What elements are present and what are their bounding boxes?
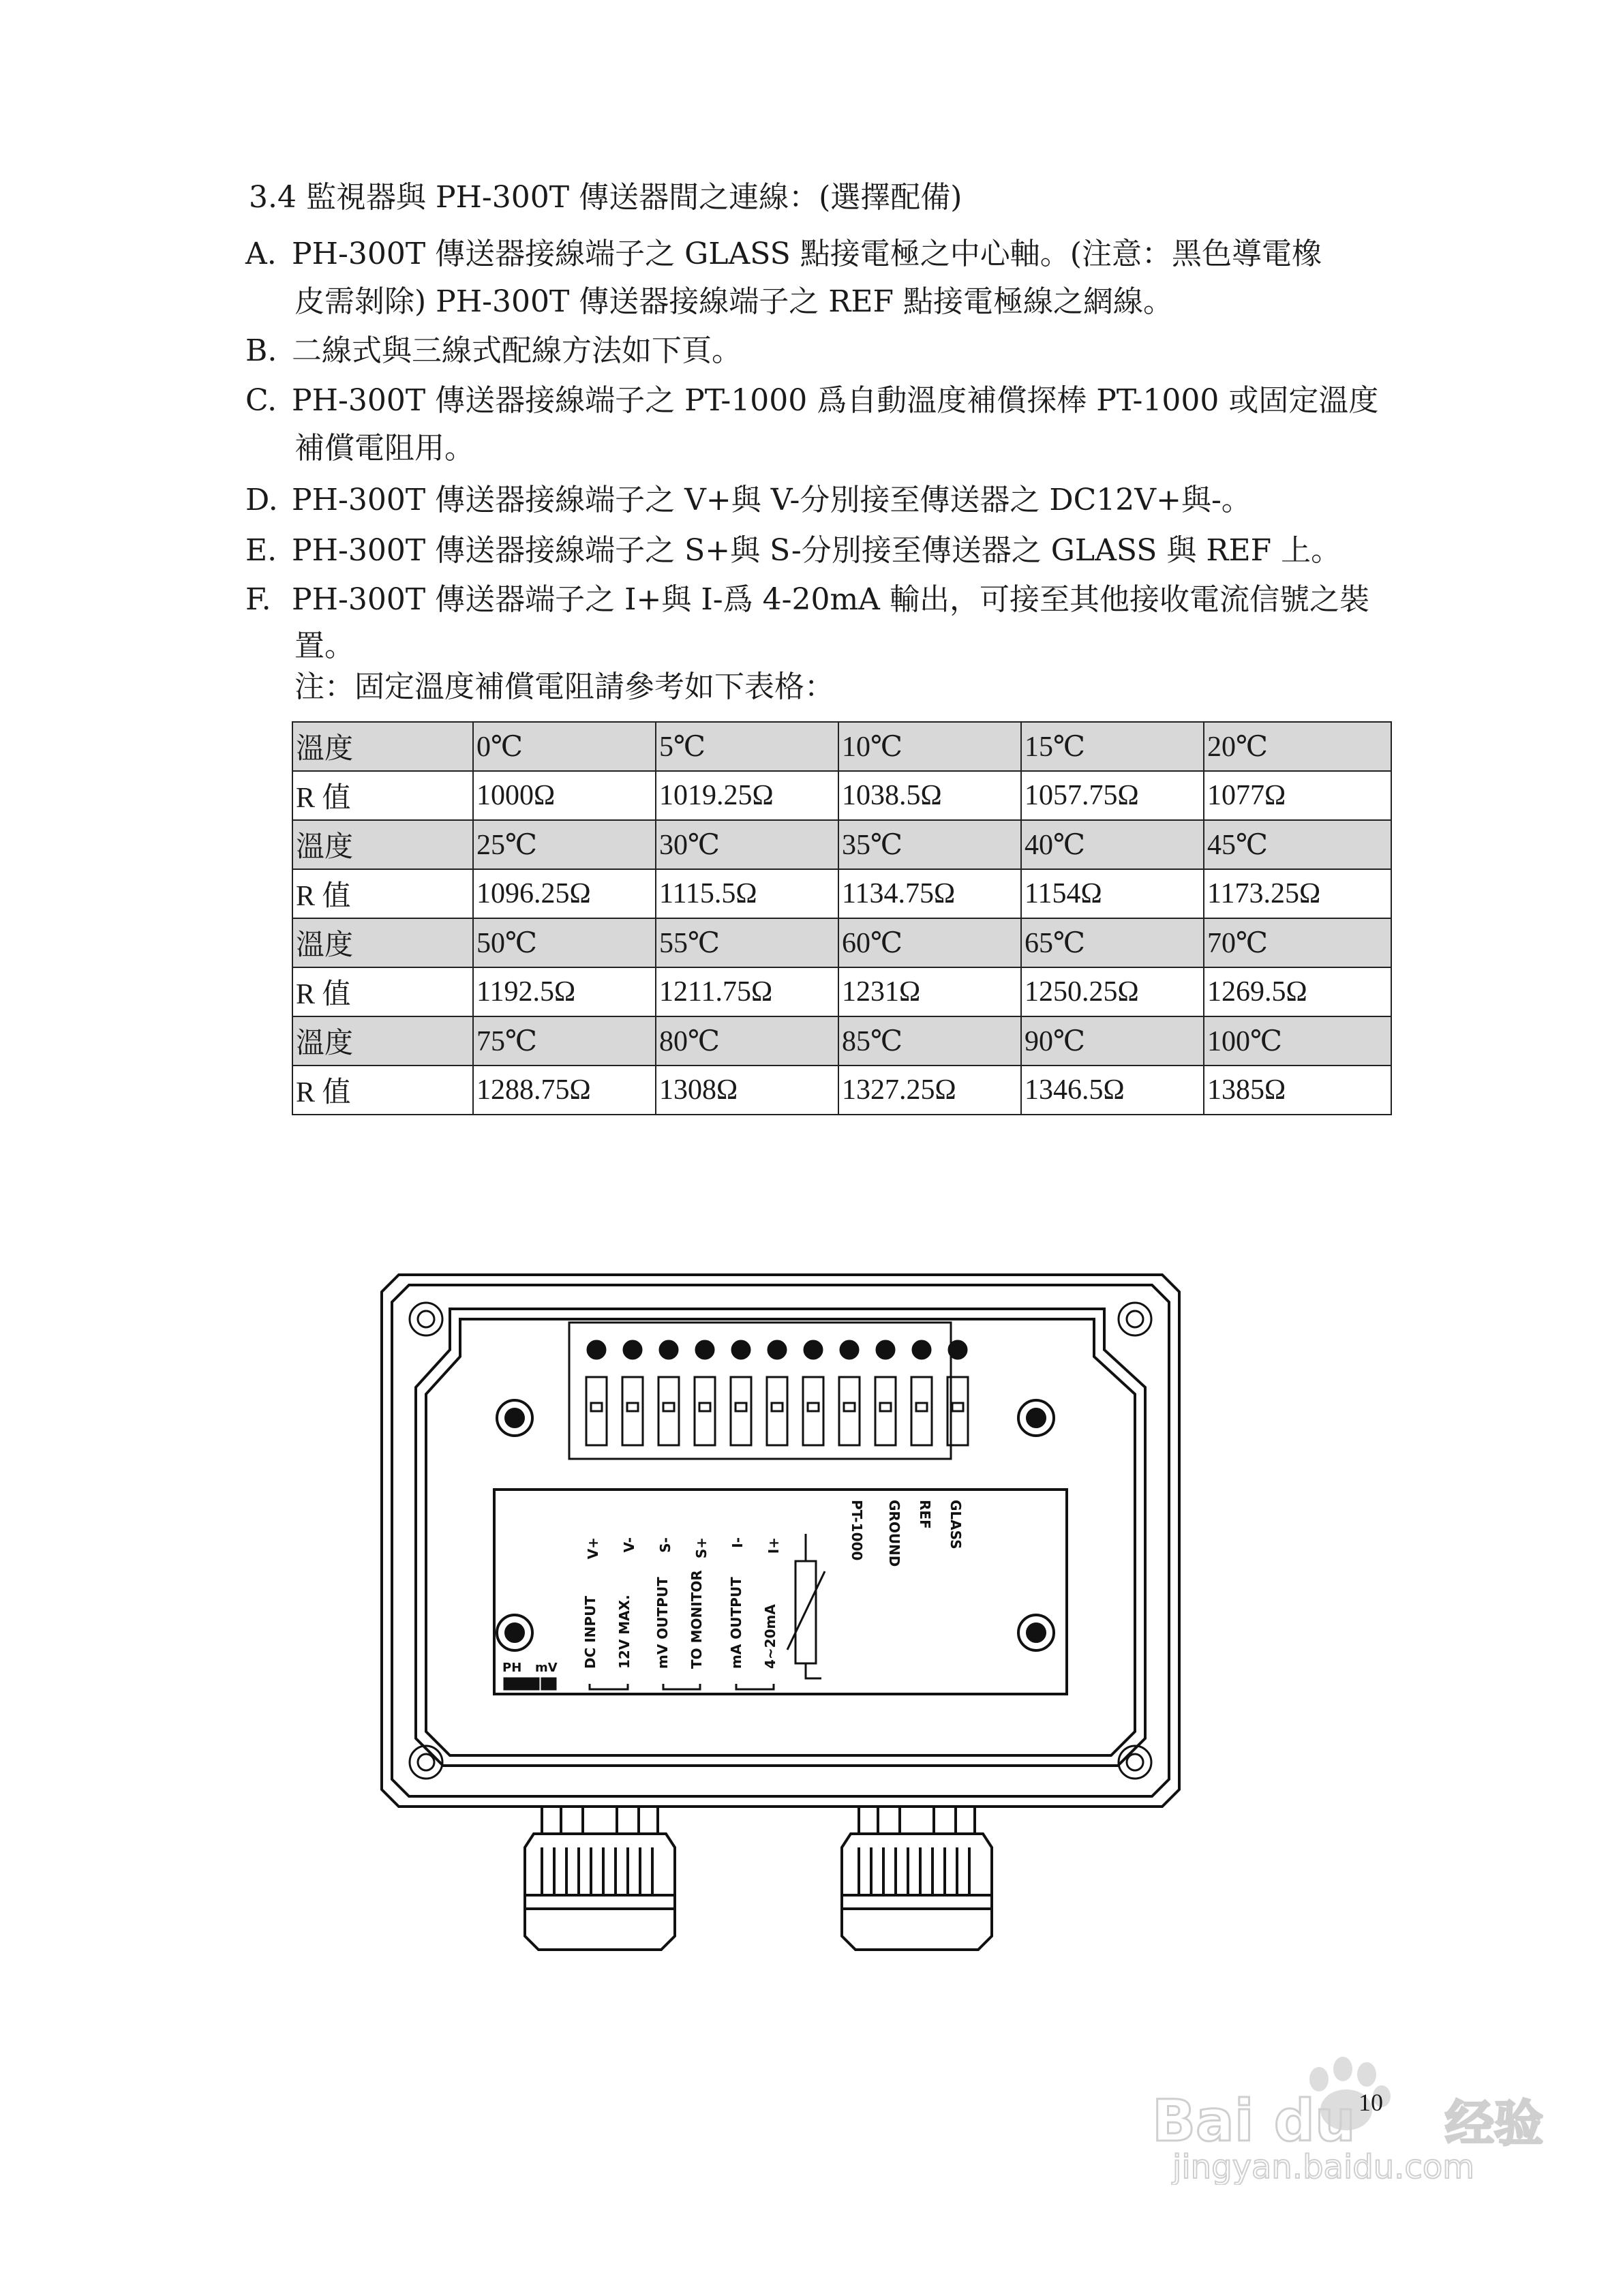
- terminal-label-s-plus: S+: [693, 1537, 710, 1559]
- list-item-a-continued: 皮需剝除) PH-300T 傳送器接線端子之 REF 點接電極線之網線。: [294, 284, 1174, 319]
- table-row-temperature: 溫度 50℃ 55℃ 60℃ 65℃ 70℃: [292, 918, 1391, 967]
- list-item-b: B. 二線式與三線式配線方法如下頁。: [245, 333, 742, 368]
- table-note: 注：固定溫度補償電阻請參考如下表格：: [294, 669, 834, 704]
- list-item-c: C. PH-300T 傳送器接線端子之 PT-1000 爲自動溫度補償探棒 PT-1000 或固定溫度: [245, 383, 1379, 418]
- resistance-table: [292, 721, 1392, 1115]
- page-number: 10: [1359, 2089, 1383, 2116]
- cable-glands: [525, 1807, 992, 1950]
- board-label-ma-output: mA OUTPUT: [728, 1577, 744, 1669]
- list-item-f-continued: 置。: [294, 629, 354, 663]
- board-label-4-20ma: 4~20mA: [762, 1604, 778, 1669]
- terminal-label-v-plus: V+: [585, 1537, 601, 1560]
- ph-mv-switch: [504, 1678, 539, 1689]
- terminal-label-pt1000: PT-1000: [849, 1500, 865, 1561]
- terminal-label-s-minus: S-: [657, 1537, 673, 1553]
- table-row-temperature: 溫度 25℃ 30℃ 35℃ 40℃ 45℃: [292, 820, 1391, 869]
- table-row-resistance: R 值 1288.75Ω 1308Ω 1327.25Ω 1346.5Ω 1385Ω: [292, 1066, 1391, 1115]
- table-row-resistance: R 值 1000Ω 1019.25Ω 1038.5Ω 1057.75Ω 1077Ω: [292, 771, 1391, 820]
- terminal-label-ref: REF: [917, 1500, 933, 1529]
- transmitter-wiring-diagram: [371, 1261, 1189, 1970]
- watermark-brand-cn: 经验: [1445, 2095, 1544, 2152]
- table-row-resistance: R 值 1096.25Ω 1115.5Ω 1134.75Ω 1154Ω 1173.25Ω: [292, 869, 1391, 918]
- terminal-label-glass: GLASS: [947, 1500, 964, 1550]
- list-item-f: F. PH-300T 傳送器端子之 I+與 I-爲 4-20mA 輸出，可接至其他接收電流信號之裝: [245, 582, 1369, 617]
- section-heading: 3.4 監視器與 PH-300T 傳送器間之連線：(選擇配備): [249, 180, 962, 215]
- circuit-board: [494, 1490, 1067, 1694]
- board-label-mv-output: mV OUTPUT: [654, 1577, 671, 1669]
- terminal-screws: [586, 1341, 968, 1445]
- list-item-e: E. PH-300T 傳送器接線端子之 S+與 S-分別接至傳送器之 GLASS 與 REF 上。: [245, 533, 1341, 568]
- switch-label-ph: PH: [502, 1661, 522, 1675]
- table-row-temperature: 溫度 75℃ 80℃ 85℃ 90℃ 100℃: [292, 1016, 1391, 1066]
- switch-label-mv: mV: [535, 1661, 558, 1675]
- table-row-resistance: R 值 1192.5Ω 1211.75Ω 1231Ω 1250.25Ω 1269.5Ω: [292, 967, 1391, 1016]
- terminal-label-i-plus: I+: [765, 1537, 782, 1554]
- board-label-dc-input: DC INPUT: [582, 1596, 598, 1669]
- table-row-temperature: 溫度 0℃ 5℃ 10℃ 15℃ 20℃: [292, 722, 1391, 771]
- board-label-12v-max: 12V MAX.: [616, 1595, 633, 1669]
- list-item-a: A. PH-300T 傳送器接線端子之 GLASS 點接電極之中心軸。(注意：黑色導電橡: [245, 237, 1322, 271]
- list-item-d: D. PH-300T 傳送器接線端子之 V+與 V-分別接至傳送器之 DC12V+與-。: [245, 483, 1252, 517]
- board-label-to-monitor: TO MONITOR: [688, 1570, 705, 1669]
- terminal-label-ground: GROUND: [886, 1500, 902, 1567]
- watermark-brand: Bai du: [1152, 2087, 1356, 2154]
- terminal-label-v-minus: V-: [621, 1537, 637, 1553]
- baidu-jingyan-watermark: [1152, 2042, 1561, 2185]
- watermark-url: jingyan.baidu.com: [1172, 2148, 1474, 2185]
- list-item-c-continued: 補償電阻用。: [294, 431, 474, 466]
- terminal-label-i-minus: I-: [729, 1537, 746, 1548]
